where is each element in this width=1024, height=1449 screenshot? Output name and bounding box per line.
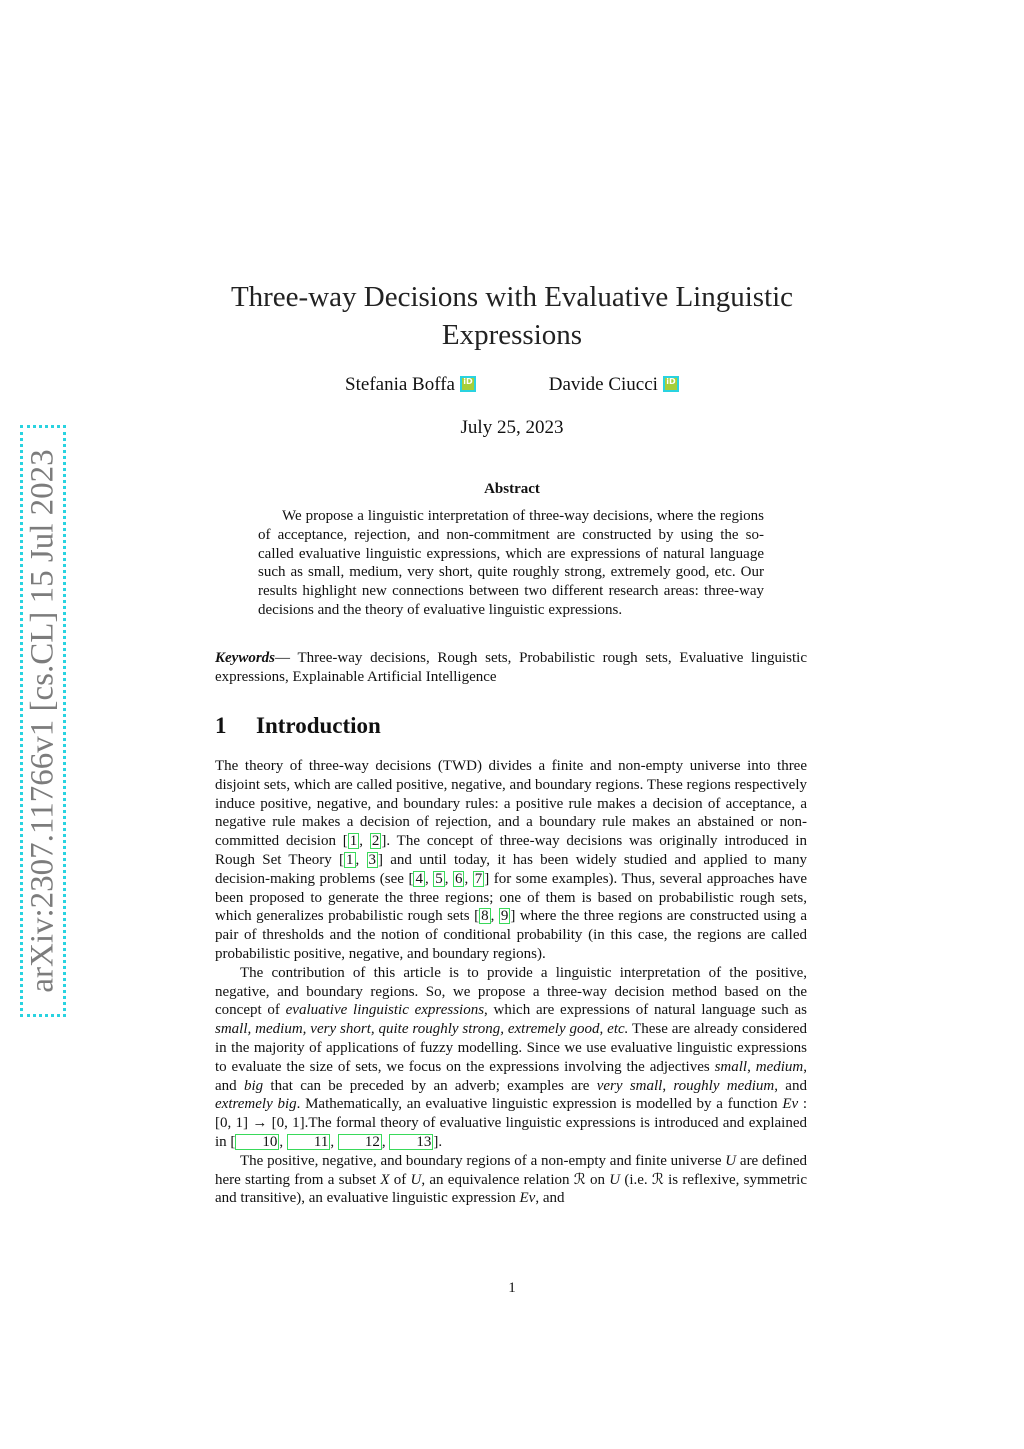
citation-link[interactable]: 11	[287, 1134, 330, 1150]
orcid-icon[interactable]	[460, 376, 476, 392]
keywords-label: Keywords	[215, 650, 275, 666]
citation-link[interactable]: 10	[235, 1134, 279, 1150]
introduction-body	[215, 757, 807, 1208]
arxiv-identifier-stamp	[20, 425, 66, 1017]
citation-link[interactable]: 3	[368, 851, 377, 868]
citation-link[interactable]: 6	[454, 870, 463, 887]
keywords-text: Three-way decisions, Rough sets, Probabilistic rough sets, Evaluative linguistic expressions, Explainable Artificial Intelligence	[215, 650, 807, 685]
paper-title: Three-way Decisions with Evaluative Linguistic Expressions	[230, 281, 794, 351]
citation-link[interactable]: 12	[338, 1134, 382, 1150]
citation-link[interactable]: 2	[371, 833, 380, 850]
author-2	[549, 374, 679, 396]
citation-link[interactable]: 5	[435, 870, 443, 887]
abstract-text: We propose a linguistic interpretation of three-way decisions, where the regions of acceptance, rejection, and non-commitment are constructed by using the so-called evaluative linguistic expressions, which are expressions of natural language such as small, medium, very short, quite roughly strong, extremely good, etc. Our results highlight new connections between two different research areas: three-way decisions and the theory of evaluative linguistic expressions.	[258, 508, 764, 618]
keywords	[215, 649, 807, 687]
section-heading	[215, 713, 381, 739]
paragraph-2: The contribution of this article is to provide a linguistic interpretation of the positive, negative, and boundary regions. So, we propose a three-way decision method based on the concept of evaluative linguistic expressions, which are expressions of natural language such as small, medium, very short, quite roughly strong, extremely good, etc. These are already considered in the majority of applications of fuzzy modelling. Since we use evaluative linguistic expressions to evaluate the size of sets, we focus on the expressions involving the adjectives small, medium, and big that can be preceded by an adverb; examples are very small, roughly medium, and extremely big. Mathematically, an evaluative linguistic expression is modelled by a function Ev : [0, 1] → [0, 1].The formal theory of evaluative linguistic expressions is introduced and explained in [ 10 , 11 , 12 , 13 ].	[215, 964, 808, 1150]
arxiv-identifier-text: arXiv:2307.11766v1 [cs.CL] 15 Jul 2023	[24, 449, 61, 993]
citation-link[interactable]: 13	[389, 1134, 433, 1150]
author-1	[345, 374, 476, 396]
author-name: Davide Ciucci	[548, 374, 658, 395]
section-title: Introduction	[256, 713, 381, 738]
author-name: Stefania Boffa	[345, 374, 455, 395]
section-number: 1	[215, 713, 227, 738]
paragraph-1: The theory of three-way decisions (TWD) divides a finite and non-empty universe into three disjoint sets, which are called positive, negative, and boundary regions. These regions respectively induce positive, negative, and boundary rules: a positive rule makes a decision of acceptance, a negative rule makes a decision of rejection, and a boundary rule makes an abstained or non-committed decision [ 1 , 2 ]. The concept of three-way decisions was originally introduced in Rough Set Theory [ 1 , 3 ] and until today, it has been widely studied and applied to many decision-making problems (see [ 4 , 5 , 6 , 7 ] for some examples). Thus, several approaches have been proposed to generate the three regions; one of them is based on probabilistic rough sets, which generalizes probabilistic rough sets [ 8 , 9 ] where the three regions are constructed using a pair of thresholds and the notion of conditional probability (in this case, the regions are called probabilistic positive, negative, and boundary regions).	[215, 758, 808, 962]
paragraph-3: The positive, negative, and boundary regions of a non-empty and finite universe U are defined here starting from a subset X of U, an equivalence relation ℛ on U (i.e. ℛ is reflexive, symmetric and transitive), an evaluative linguistic expression Ev, and	[215, 1152, 807, 1207]
citation-link[interactable]: 9	[500, 908, 509, 925]
page-number: 1	[508, 1280, 516, 1296]
orcid-icon[interactable]	[663, 376, 679, 392]
citation-link[interactable]: 8	[481, 908, 489, 925]
citation-link[interactable]: 1	[346, 851, 354, 868]
paper-date: July 25, 2023	[460, 417, 564, 438]
citation-link[interactable]: 4	[415, 870, 423, 887]
abstract-heading: Abstract	[484, 481, 540, 497]
author-list	[212, 374, 812, 396]
citation-link[interactable]: 7	[474, 870, 483, 887]
citation-link[interactable]: 1	[349, 833, 358, 850]
keywords-dash: —	[275, 650, 290, 666]
